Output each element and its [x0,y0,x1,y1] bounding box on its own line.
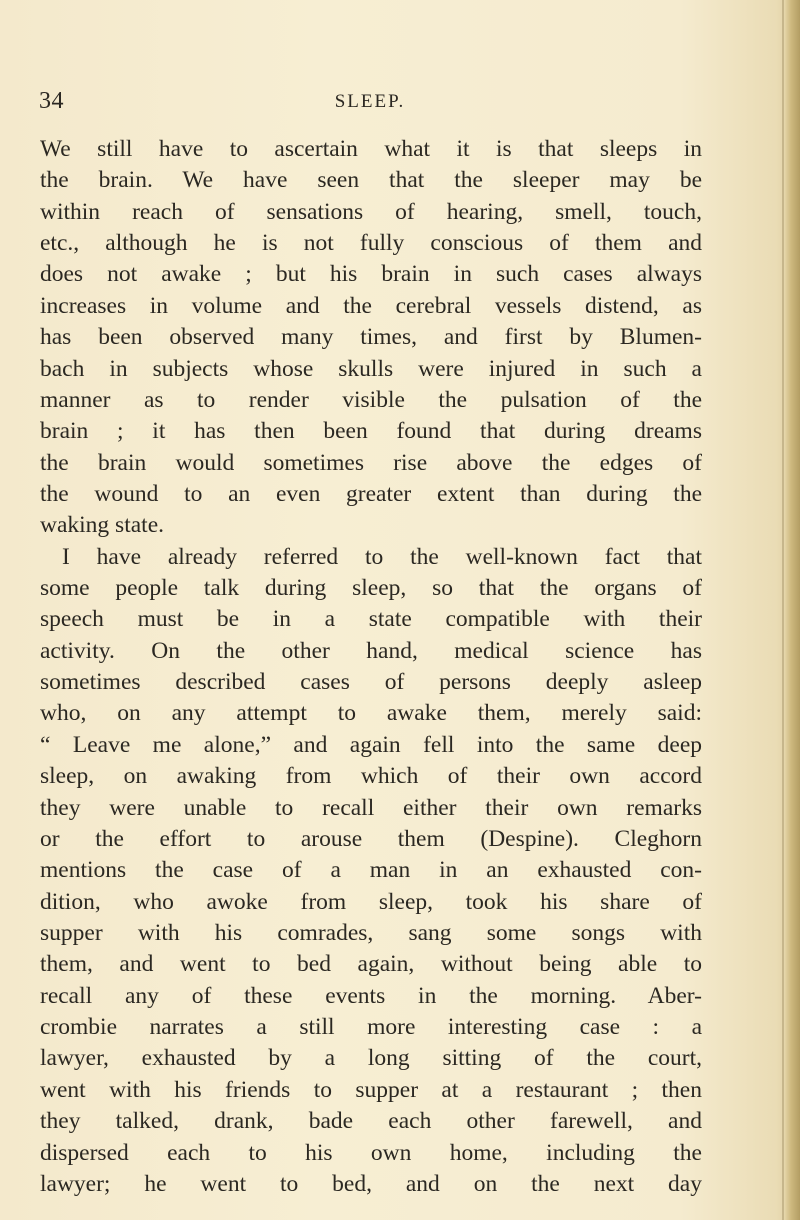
page-edge [784,0,800,1220]
text-line: increases in volume and the cerebral vessels distend, as [40,292,702,319]
text-line: activity. On the other hand, medical science has [40,637,702,664]
text-line: dition, who awoke from sleep, took his share of [40,888,702,915]
page-header [39,88,701,118]
text-line: manner as to render visible the pulsation of the [40,386,702,413]
text-line: some people talk during sleep, so that the organs of [40,575,702,602]
text-line: recall any of these events in the morning. Aber- [40,982,702,1009]
text-line: speech must be in a state compatible with their [40,606,702,633]
text-line: they talked, drank, bade each other farewell, and [40,1108,702,1135]
text-line: the brain would sometimes rise above the edges of [40,449,702,476]
text-line: within reach of sensations of hearing, smell, touch, [40,198,702,225]
text-line: waking state. [40,512,164,539]
text-line: them, and went to bed again, without being able to [40,951,702,978]
text-line: We still have to ascertain what it is that sleeps in [40,136,702,162]
body-text [40,134,702,1200]
text-line: supper with his comrades, sang some songs with [40,919,702,946]
text-line: who, on any attempt to awake them, merely said: [40,700,702,727]
text-line: or the effort to arouse them (Despine). Cleghorn [40,825,702,852]
text-line: the brain. We have seen that the sleeper may be [40,167,702,194]
text-line: sometimes described cases of persons deeply asleep [40,669,702,696]
text-line: mentions the case of a man in an exhausted con- [40,857,702,884]
text-line: etc., although he is not fully conscious of them and [40,230,702,257]
text-line: I have already referred to the well-known fact that [62,543,702,570]
text-line: went with his friends to supper at a restaurant ; then [40,1076,702,1103]
text-line: does not awake ; but his brain in such cases always [40,261,702,288]
text-line: they were unable to recall either their own remarks [40,794,702,821]
text-line: lawyer, exhausted by a long sitting of the court, [40,1045,702,1072]
text-line: sleep, on awaking from which of their own accord [40,763,702,790]
page-number: 34 [39,88,64,114]
paragraph [40,134,702,542]
running-head: SLEEP. [334,91,406,112]
text-line: brain ; it has then been found that during dreams [40,418,702,445]
text-line: lawyer; he went to bed, and on the next day [40,1170,702,1197]
text-line: bach in subjects whose skulls were injured in such a [40,355,702,382]
text-line: dispersed each to his own home, including the [40,1139,702,1166]
text-line: the wound to an even greater extent than during the [40,480,702,507]
text-line: “ Leave me alone,” and again fell into the same deep [40,731,702,758]
text-line: crombie narrates a still more interesting case : a [40,1014,702,1041]
text-line: has been observed many times, and first by Blumen- [40,324,702,351]
paragraph [40,542,702,1201]
